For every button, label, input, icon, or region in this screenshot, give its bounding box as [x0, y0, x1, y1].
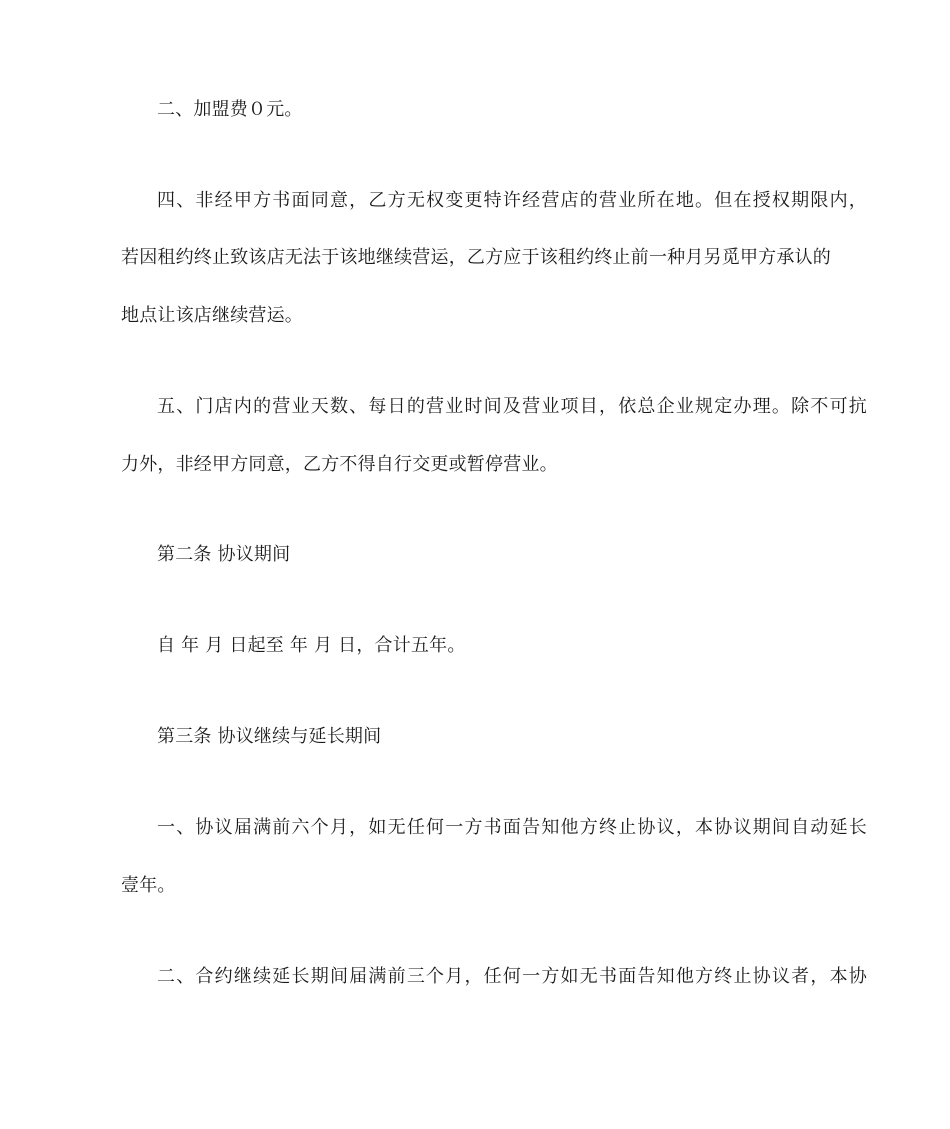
- article-three-item-1-line-1: 一、协议届满前六个月，如无任何一方书面告知他方终止协议，本协议期间自动延长: [157, 817, 867, 838]
- article-two-heading: 第二条 协议期间: [157, 544, 291, 565]
- article-three-item-1-line-2: 壹年。: [121, 875, 176, 896]
- clause-franchise-fee: 二、加盟费０元。: [157, 99, 303, 120]
- clause-five-line-1: 五、门店内的营业天数、每日的营业时间及营业项目，依总企业规定办理。除不可抗: [157, 396, 867, 417]
- clause-four-line-1: 四、非经甲方书面同意，乙方无权变更特许经营店的营业所在地。但在授权期限内，: [157, 190, 867, 211]
- clause-four-line-3: 地点让该店继续营运。: [121, 305, 303, 326]
- clause-five-line-2: 力外，非经甲方同意，乙方不得自行交更或暂停营业。: [121, 454, 558, 475]
- clause-four-line-2: 若因租约终止致该店无法于该地继续营运，乙方应于该租约终止前一种月另觅甲方承认的: [121, 247, 831, 268]
- article-three-item-2-line-1: 二、合约继续延长期间届满前三个月，任何一方如无书面告知他方终止协议者，本协: [157, 966, 867, 987]
- article-three-heading: 第三条 协议继续与延长期间: [157, 726, 382, 747]
- agreement-period-text: 自 年 月 日起至 年 月 日，合计五年。: [157, 635, 466, 656]
